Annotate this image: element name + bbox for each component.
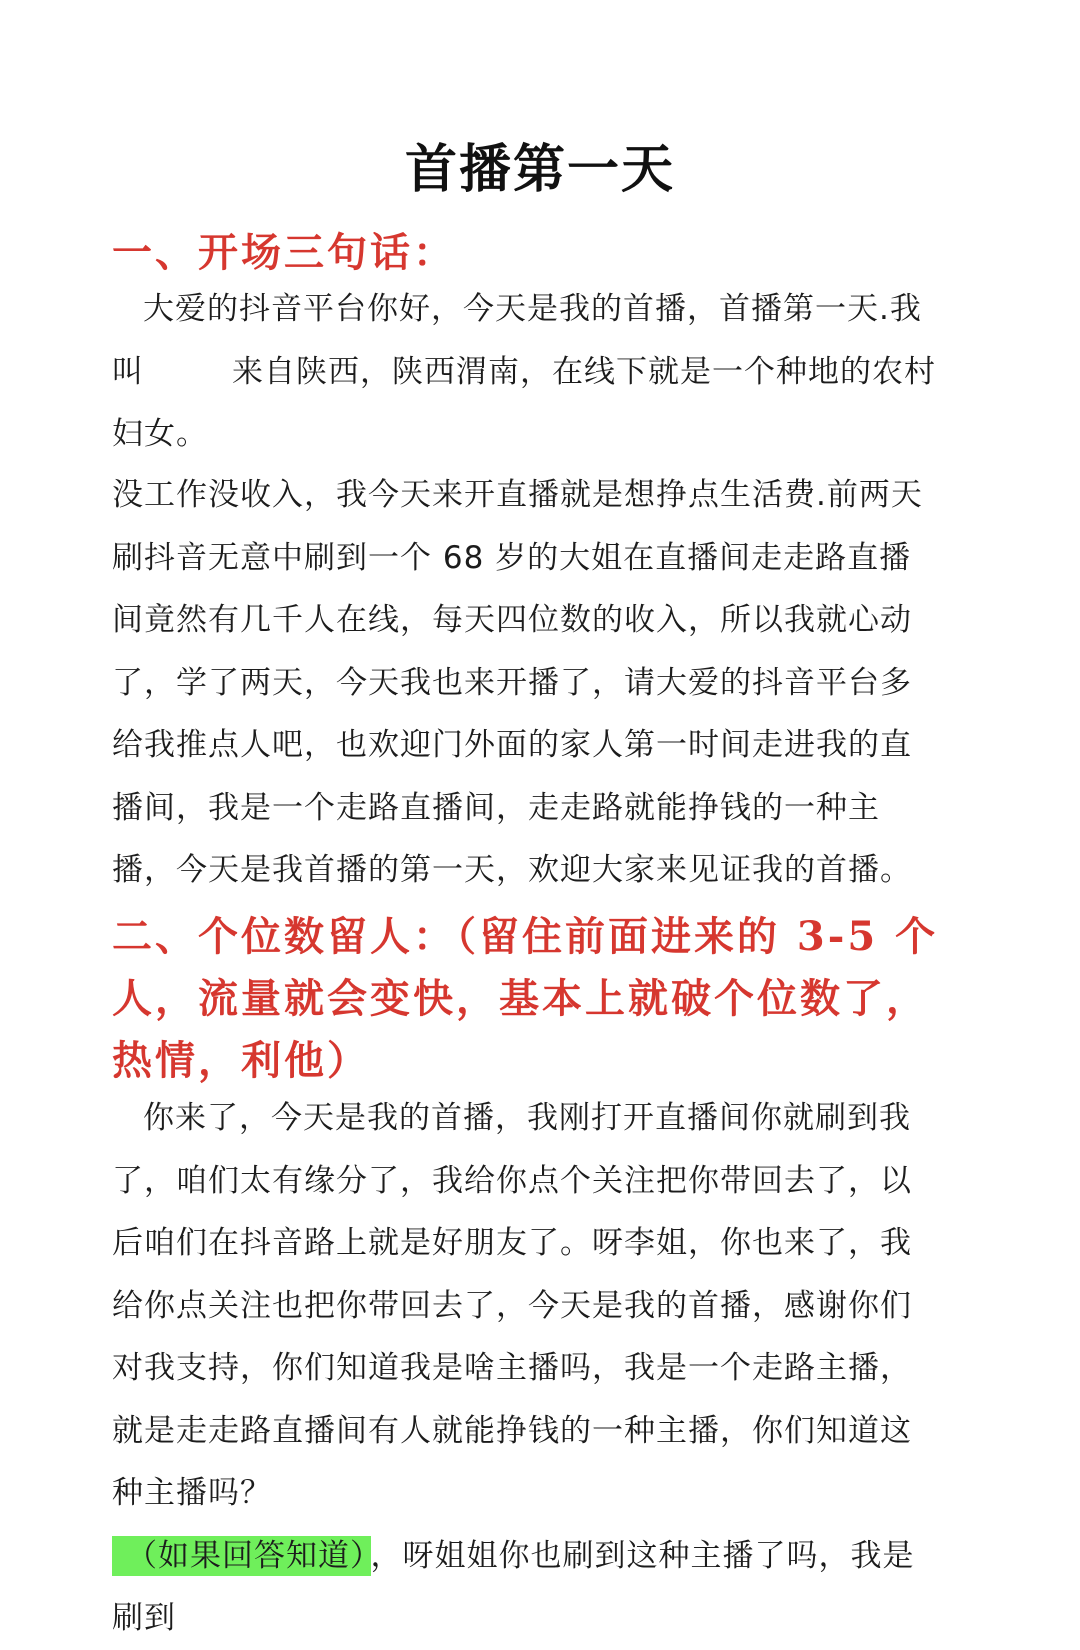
paragraph-continue-text: ，呀姐姐你也刷到这种主播了吗，我是刷到: [112, 1537, 915, 1636]
section-heading-opening: 一、开场三句话：: [112, 229, 456, 276]
paragraph-story: 没工作没收入，我今天来开直播就是想挣点生活费.前两天刷抖音无意中刷到一个 68 岁的大姐在直播间走走路直播间竟然有几千人在线，每天四位数的收入，所以我就心动了，学了两天，今天我也来开播了，请大爱的抖音平台多给我推点人吧，也欢迎门外面的家人第一时间走进我的直播间，我是一个走路直播间，走走路就能挣钱的一种主播，今天是我首播的第一天，欢迎大家来见证我的首播。: [112, 477, 923, 888]
redacted-name: [144, 341, 232, 404]
paragraph-intro-text-b: 来自陕西，陕西渭南，在线下就是一个种地的农村妇女。: [112, 353, 936, 452]
section-heading-retention: 二、个位数留人：（留住前面进来的 3-5 个人，流量就会变快，基本上就破个位数了，热情，利他）: [112, 913, 939, 1084]
page-title: 首播第一天: [404, 140, 675, 200]
paragraph-greeting: [112, 1087, 942, 1650]
paragraph-greeting-text: 你来了，今天是我的首播，我刚打开直播间你就刷到我了，咱们太有缘分了，我给你点个关注把你带回去了，以后咱们在抖音路上就是好朋友了。呀李姐，你也来了，我给你点关注也把你带回去了，今天是我的首播，感谢你们对我支持，你们知道我是啥主播吗，我是一个走路主播，就是走走路直播间有人就能挣钱的一种主播，你们知道这种主播吗？: [112, 1100, 912, 1511]
paragraph-intro-text-a: 大爱的抖音平台你好，今天是我的首播，首播第一天.我叫: [112, 291, 922, 390]
highlighted-note: （如果回答知道）: [112, 1536, 371, 1576]
paragraph-intro: [112, 278, 942, 466]
